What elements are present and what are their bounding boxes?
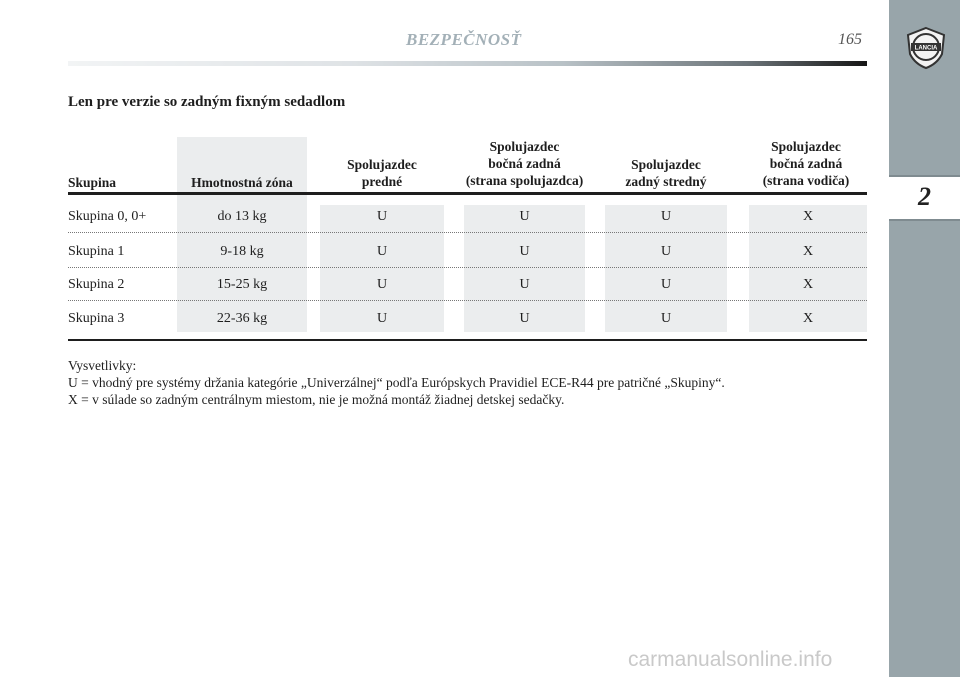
- page-number: 165: [838, 31, 862, 48]
- column-header-rear-center: Spolujazdec zadný stredný: [625, 157, 707, 189]
- table-cell: U: [376, 244, 388, 259]
- table-cell-weight: 9-18 kg: [220, 244, 264, 259]
- table-cell: U: [660, 277, 672, 292]
- column-header-group: Skupina: [68, 175, 117, 190]
- table-cell: U: [376, 277, 388, 292]
- lancia-logo-icon: [904, 26, 948, 70]
- chapter-tab[interactable]: [889, 175, 960, 221]
- table-cell: X: [802, 311, 814, 326]
- header-rule: [68, 61, 867, 66]
- svg-text:LANCIA: LANCIA: [914, 45, 938, 52]
- table-cell: U: [519, 244, 530, 259]
- header-rule-line: [68, 192, 867, 195]
- table-cell-group: Skupina 0, 0+: [68, 209, 147, 224]
- table-cell: U: [376, 311, 388, 326]
- legend-line-u: U = vhodný pre systémy držania kategórie „Univerzálnej“ podľa Európskych Pravidiel ECE-R44 pre patričné „Skupiny“.: [68, 375, 725, 390]
- watermark: carmanualsonline.info: [628, 648, 833, 671]
- table-cell-weight: 22-36 kg: [216, 311, 268, 326]
- table-cell: X: [802, 209, 814, 224]
- table-cell: U: [376, 209, 388, 224]
- table-cell-group: Skupina 2: [68, 277, 125, 292]
- table-column-shade: [177, 137, 307, 332]
- column-header-front-passenger: Spolujazdec predné: [347, 157, 417, 189]
- table-cell-group: Skupina 3: [68, 311, 125, 326]
- legend-line-x: X = v súlade so zadným centrálnym miestom, nie je možná montáž žiadnej detskej sedačky.: [68, 392, 565, 407]
- section-title: Len pre verzie so zadným fixným sedadlom: [68, 94, 346, 110]
- legend-title: Vysvetlivky:: [68, 358, 137, 373]
- table-bottom-rule: [68, 339, 867, 341]
- table-cell: U: [660, 311, 672, 326]
- table-cell: U: [660, 244, 672, 259]
- row-divider: [68, 267, 867, 268]
- row-divider: [68, 232, 867, 233]
- table-cell: U: [519, 277, 530, 292]
- column-header-weight: Hmotnostná zóna: [191, 175, 293, 190]
- column-header-rear-side-passenger: Spolujazdec bočná zadná (strana spolujazdca): [465, 139, 584, 188]
- table-cell: U: [660, 209, 672, 224]
- chapter-sidebar: [889, 0, 960, 677]
- row-divider: [68, 300, 867, 301]
- table-cell: U: [519, 209, 530, 224]
- table-cell-group: Skupina 1: [68, 244, 125, 259]
- table-cell-weight: 15-25 kg: [216, 277, 268, 292]
- table-cell: X: [802, 277, 814, 292]
- chapter-number: 2: [918, 182, 931, 211]
- column-header-rear-side-driver: Spolujazdec bočná zadná (strana vodiča): [762, 139, 850, 188]
- table-cell: U: [519, 311, 530, 326]
- table-cell: X: [802, 244, 814, 259]
- table-cell-weight: do 13 kg: [217, 209, 267, 224]
- chapter-title: BEZPEČNOSŤ: [406, 30, 522, 49]
